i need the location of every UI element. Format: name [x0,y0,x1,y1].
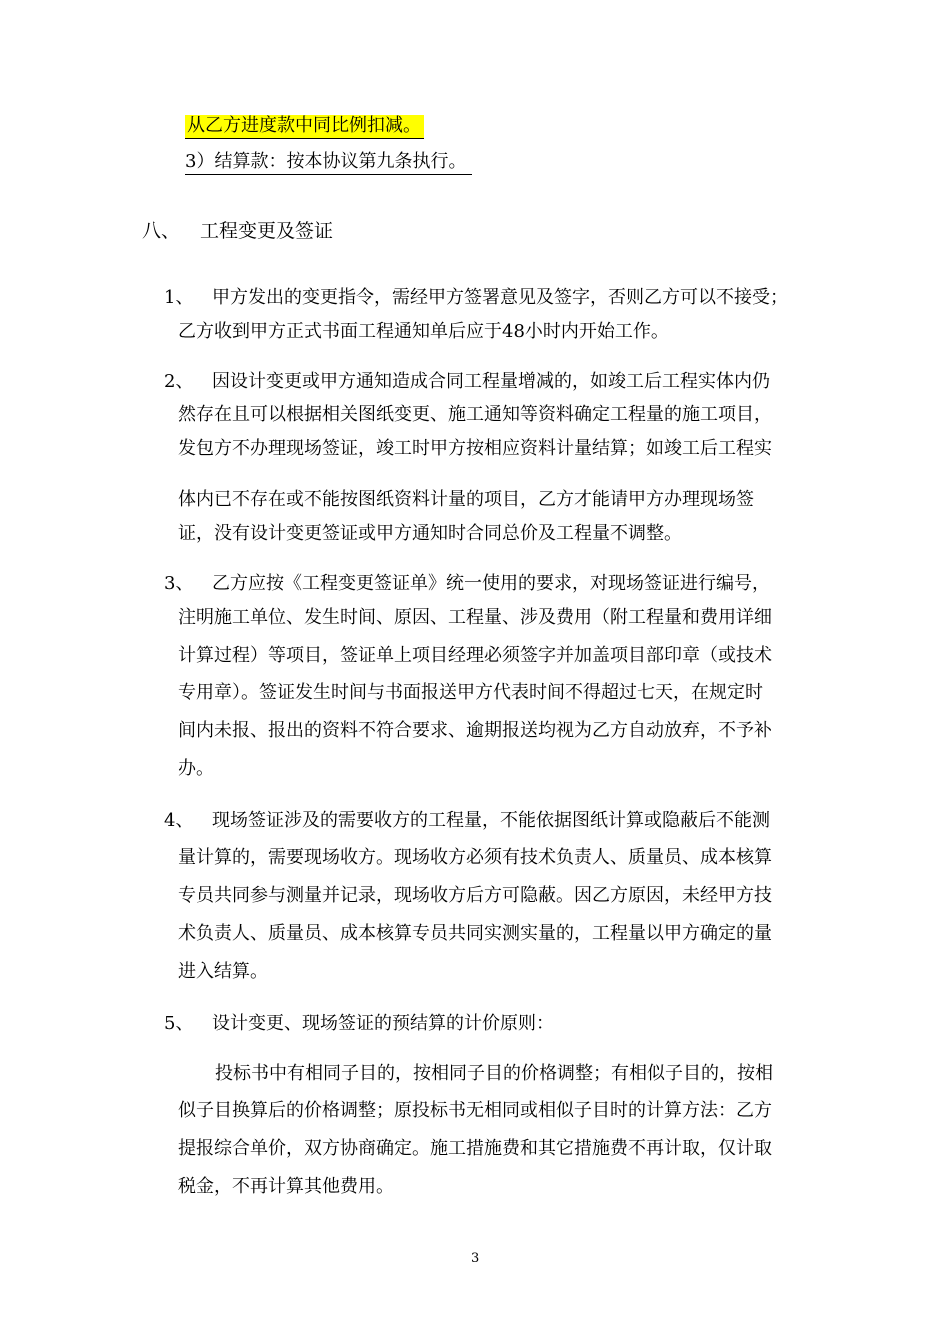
pricing-paragraph-line: 投标书中有相同子目的，按相同子目的价格调整；有相似子目的，按相 [215,1063,773,1084]
item-line: 量计算的，需要现场收方。现场收方必须有技术负责人、质量员、成本核算 [178,847,772,868]
item-line: 术负责人、质量员、成本核算专员共同实测实量的，工程量以甲方确定的量 [178,923,772,944]
item-line: 体内已不存在或不能按图纸资料计量的项目，乙方才能请甲方办理现场签 [178,489,754,510]
item-line: 进入结算。 [178,961,268,982]
item-number: 3、 [164,573,194,594]
pricing-paragraph-line: 提报综合单价，双方协商确定。施工措施费和其它措施费不再计取，仅计取 [178,1138,772,1159]
section-number: 八、 [142,220,181,242]
item-number: 1、 [164,287,194,308]
item-line: 计算过程）等项目，签证单上项目经理必须签字并加盖项目部印章（或技术 [178,645,772,666]
item-line: 乙方应按《工程变更签证单》统一使用的要求，对现场签证进行编号， [212,573,770,594]
item-number: 2、 [164,371,194,392]
item-line: 设计变更、现场签证的预结算的计价原则： [212,1013,554,1034]
item-line: 间内未报、报出的资料不符合要求、逾期报送均视为乙方自动放弃，不予补 [178,720,772,741]
item-line: 现场签证涉及的需要收方的工程量，不能依据图纸计算或隐蔽后不能测 [212,810,770,831]
settlement-line: 3）结算款：按本协议第九条执行。 [185,150,472,174]
pricing-paragraph-line: 似子目换算后的价格调整；原投标书无相同或相似子目时的计算方法：乙方 [178,1100,772,1121]
section-title: 工程变更及签证 [200,220,334,242]
page-number: 3 [471,1251,480,1266]
section-heading [142,219,334,243]
item-number: 5、 [164,1013,194,1034]
item-number: 4、 [164,810,194,831]
item-line: 发包方不办理现场签证，竣工时甲方按相应资料计量结算；如竣工后工程实 [178,438,772,459]
item-line: 甲方发出的变更指令，需经甲方签署意见及签字，否则乙方可以不接受； [212,287,788,308]
item-line: 办。 [178,758,214,779]
item-line: 因设计变更或甲方通知造成合同工程量增减的，如竣工后工程实体内仍 [212,371,770,392]
item-line: 专用章）。签证发生时间与书面报送甲方代表时间不得超过七天，在规定时 [178,682,763,703]
item-line: 乙方收到甲方正式书面工程通知单后应于48小时内开始工作。 [178,321,669,342]
item-line: 专员共同参与测量并记录，现场收方后方可隐蔽。因乙方原因，未经甲方技 [178,885,772,906]
item-line: 然存在且可以根据相关图纸变更、施工通知等资料确定工程量的施工项目， [178,404,772,425]
pricing-paragraph-line: 税金，不再计算其他费用。 [178,1176,394,1197]
item-line: 证，没有设计变更签证或甲方通知时合同总价及工程量不调整。 [178,523,682,544]
highlighted-text-line: 从乙方进度款中同比例扣减。 [185,114,424,138]
item-line: 注明施工单位、发生时间、原因、工程量、涉及费用（附工程量和费用详细 [178,607,772,628]
